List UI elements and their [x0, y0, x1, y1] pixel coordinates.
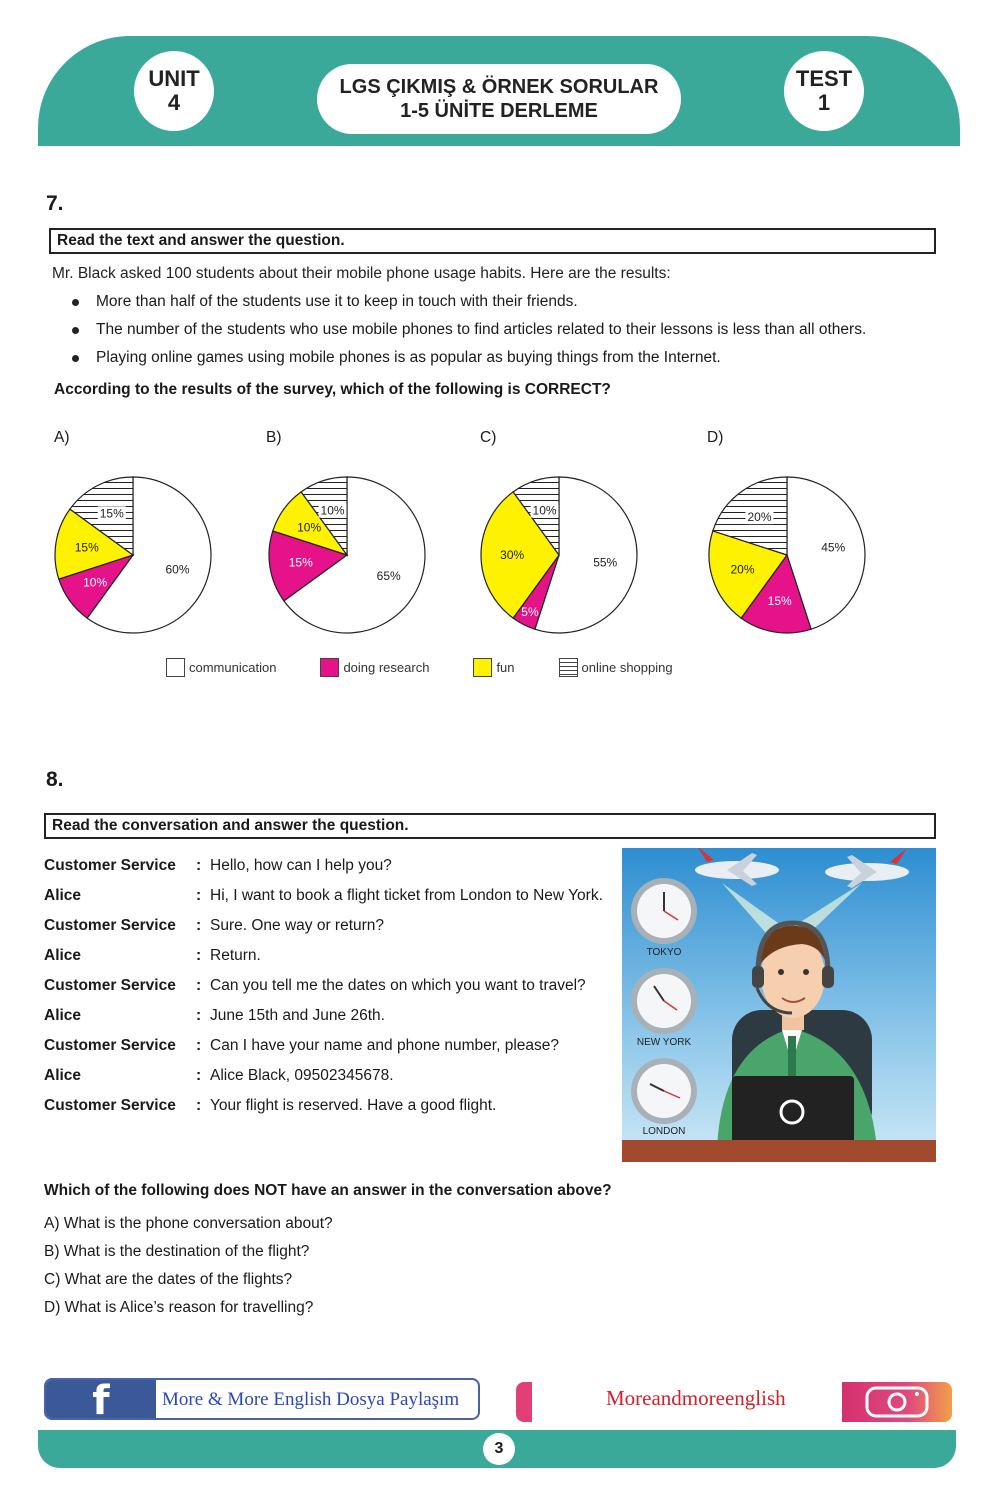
bullet-item: The number of the students who use mobile phones to find articles related to their lessons is less than all others.: [70, 320, 866, 348]
facebook-text: More & More English Dosya Paylaşım: [162, 1389, 460, 1410]
legend-label: doing research: [343, 660, 430, 675]
instagram-text: Moreandmoreenglish: [606, 1386, 786, 1410]
page-title: [317, 64, 681, 134]
page-number: 3: [483, 1433, 515, 1465]
speaker-colon: :: [196, 1097, 202, 1114]
airplane-icon: [825, 848, 909, 888]
prompt-suffix: have an answer in the conversation above?: [286, 1182, 612, 1199]
unit-label: UNIT: [148, 65, 200, 91]
speaker-colon: :: [196, 977, 202, 994]
legend-label: online shopping: [581, 660, 673, 675]
test-number: 1: [817, 90, 831, 115]
speaker-name: Customer Service: [44, 1037, 176, 1054]
option-b-letter[interactable]: B): [266, 429, 282, 446]
legend-online-shopping: [559, 658, 673, 677]
dialogue-line: [44, 914, 606, 937]
question-7-number: 7.: [46, 192, 64, 215]
dialogue-line: [44, 944, 606, 967]
legend-label: fun: [496, 660, 515, 675]
question-7-prompt: According to the results of the survey, which of the following is CORRECT?: [54, 381, 611, 398]
slice-label: 20%: [747, 510, 772, 525]
speaker-name: Alice: [44, 887, 82, 904]
unit-badge: [134, 51, 214, 131]
speaker-name: Customer Service: [44, 1097, 176, 1114]
dialogue-line: [44, 1064, 606, 1087]
call-center-illustration: [622, 848, 936, 1162]
dialogue-line: [44, 1004, 606, 1027]
dialogue-line: [44, 884, 606, 907]
question-8-instruction: Read the conversation and answer the question.: [44, 813, 936, 839]
unit-number: 4: [167, 90, 181, 115]
slice-label: 15%: [288, 555, 313, 570]
slice-label: 65%: [376, 569, 401, 584]
utterance: Sure. One way or return?: [210, 917, 385, 934]
dialogue-line: [44, 854, 606, 877]
speaker-name: Customer Service: [44, 917, 176, 934]
utterance: Can you tell me the dates on which you want to travel?: [210, 977, 586, 994]
answer-option-d[interactable]: D) What is Alice’s reason for travelling?: [44, 1299, 314, 1316]
legend-swatch: [320, 658, 339, 677]
speaker-name: Customer Service: [44, 857, 176, 874]
question-7-intro: Mr. Black asked 100 students about their mobile phone usage habits. Here are the results:: [52, 265, 671, 282]
dialogue-line: [44, 974, 606, 997]
instagram-icon: [842, 1382, 952, 1422]
slice-label: 10%: [320, 503, 345, 518]
title-line-1: LGS ÇIKMIŞ & ÖRNEK SORULAR: [339, 76, 659, 98]
utterance: Alice Black, 09502345678.: [210, 1067, 394, 1084]
speaker-name: Alice: [44, 1007, 82, 1024]
question-7-bullets: [70, 292, 866, 376]
utterance: Your flight is reserved. Have a good flight.: [210, 1097, 497, 1114]
title-line-2: 1-5 ÜNİTE DERLEME: [400, 100, 598, 122]
speaker-colon: :: [196, 1007, 202, 1024]
question-8-prompt: [44, 1182, 612, 1200]
instagram-banner[interactable]: [516, 1382, 952, 1422]
slice-label: 10%: [532, 503, 557, 518]
utterance: Return.: [210, 947, 261, 964]
slice-label: 20%: [730, 562, 755, 577]
pie-chart-b: [262, 470, 432, 640]
clock-label-tokyo: TOKYO: [646, 947, 682, 958]
clock-label-london: LONDON: [642, 1126, 686, 1137]
clock-icon: [631, 878, 697, 944]
option-c-letter[interactable]: C): [480, 429, 497, 446]
speaker-name: Alice: [44, 1067, 82, 1084]
slice-label: 15%: [99, 506, 124, 521]
legend-swatch: [166, 658, 185, 677]
option-a-letter[interactable]: A): [54, 429, 70, 446]
speaker-colon: :: [196, 887, 202, 904]
bullet-item: More than half of the students use it to keep in touch with their friends.: [70, 292, 866, 320]
speaker-colon: :: [196, 947, 202, 964]
clock-icon: [631, 1058, 697, 1124]
airplane-icon: [695, 848, 779, 886]
utterance: Hello, how can I help you?: [210, 857, 392, 874]
facebook-icon: f: [46, 1380, 156, 1418]
speaker-colon: :: [196, 1037, 202, 1054]
legend-communication: [166, 658, 276, 677]
pie-chart-a: [48, 470, 218, 640]
slice-label: 15%: [74, 540, 99, 555]
utterance: June 15th and June 26th.: [210, 1007, 385, 1024]
slice-label: 15%: [767, 594, 792, 609]
chart-legend: [166, 658, 717, 677]
facebook-banner[interactable]: [44, 1378, 480, 1420]
test-badge: [784, 51, 864, 131]
question-8-number: 8.: [46, 768, 64, 791]
answer-option-a[interactable]: A) What is the phone conversation about?: [44, 1215, 333, 1232]
legend-swatch: [473, 658, 492, 677]
clock-label-new-york: NEW YORK: [636, 1037, 692, 1048]
prompt-prefix: Which of the following does: [44, 1182, 255, 1199]
speaker-colon: :: [196, 917, 202, 934]
slice-label: 5%: [521, 604, 539, 619]
dialogue-line: [44, 1094, 606, 1117]
pie-chart-d: [702, 470, 872, 640]
utterance: Can I have your name and phone number, please?: [210, 1037, 559, 1054]
slice-label: 60%: [165, 562, 190, 577]
clock-icon: [631, 968, 697, 1034]
bullet-item: Playing online games using mobile phones is as popular as buying things from the Internet.: [70, 348, 866, 376]
legend-doing-research: [320, 658, 429, 677]
legend-swatch: [559, 658, 578, 677]
speaker-colon: :: [196, 857, 202, 874]
speaker-name: Alice: [44, 947, 82, 964]
test-label: TEST: [795, 65, 853, 91]
answer-option-c[interactable]: C) What are the dates of the flights?: [44, 1271, 293, 1288]
option-d-letter[interactable]: D): [707, 429, 724, 446]
slice-label: 55%: [593, 555, 618, 570]
slice-label: 30%: [500, 548, 525, 562]
speaker-colon: :: [196, 1067, 202, 1084]
utterance: Hi, I want to book a flight ticket from London to New York.: [210, 887, 603, 904]
page-header: [38, 36, 960, 146]
prompt-emphasis: NOT: [254, 1182, 287, 1199]
answer-option-b[interactable]: B) What is the destination of the flight?: [44, 1243, 310, 1260]
legend-label: communication: [189, 660, 277, 675]
question-7-instruction: Read the text and answer the question.: [49, 228, 936, 254]
conversation: [44, 854, 606, 1124]
speaker-name: Customer Service: [44, 977, 176, 994]
slice-label: 10%: [297, 520, 322, 535]
slice-label: 10%: [83, 575, 108, 590]
pie-chart-c: [474, 470, 644, 640]
legend-fun: [473, 658, 514, 677]
question-8-answers: [44, 1214, 333, 1326]
slice-label: 45%: [821, 540, 846, 555]
dialogue-line: [44, 1034, 606, 1057]
